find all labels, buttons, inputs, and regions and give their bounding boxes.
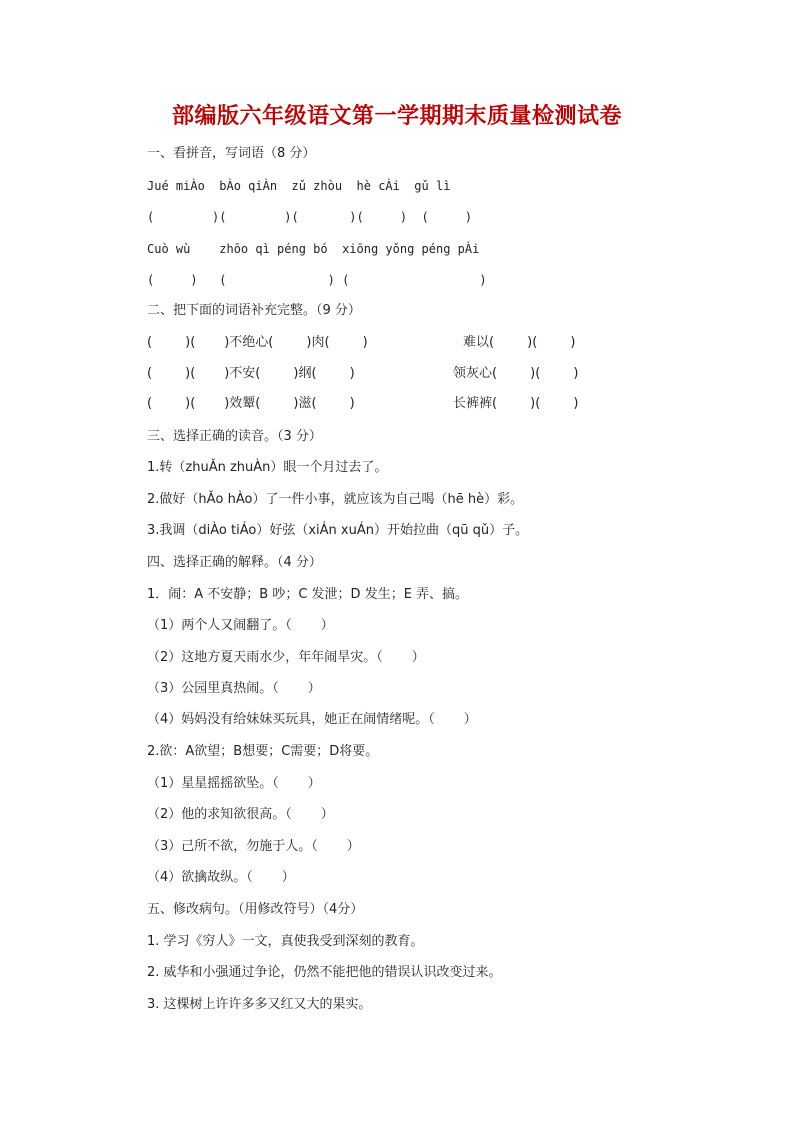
fill-row-3-right: 长裤裤( )( ) <box>453 396 579 411</box>
q2-item-1: （1）星星摇摇欲坠。（ ） <box>147 776 321 791</box>
q1-item-1: （1）两个人又闹翻了。（ ） <box>147 618 334 633</box>
q1-item-4: （4）妈妈没有给妹妹买玩具，她正在闹情绪呢。（ ） <box>147 712 477 727</box>
pinyin-line-2: Cuò wù zhōo qì péng bó xiōng yǒng péng pÀi <box>147 242 480 256</box>
section-4-heading: 四、选择正确的解释。（4 分） <box>147 555 322 570</box>
fill-row-1-left: ( )( )不绝心( )肉( ) <box>147 335 368 350</box>
section-3-heading: 三、选择正确的读音。（3 分） <box>147 429 322 444</box>
q1-item-3: （3）公园里真热闹。（ ） <box>147 681 321 696</box>
section-5-heading: 五、修改病句。（用修改符号）（4分） <box>147 902 364 917</box>
section-1-heading: 一、看拼音，写词语（8 分） <box>147 146 316 161</box>
blank-line-2: ( ) ( ) ( ) <box>147 273 487 287</box>
blank-line-1: ( )( )( )( ) ( ) <box>147 210 473 224</box>
fill-row-1-right: 难以( )( ) <box>463 335 576 350</box>
fill-row-3-left: ( )( )效颦( )滋( ) <box>147 396 355 411</box>
pinyin-line-1: Jué miÀo bÀo qiÀn zǔ zhòu hè cÀi gǔ lì <box>147 179 451 193</box>
q2-item-3: （3）己所不欲，勿施于人。（ ） <box>147 839 360 854</box>
correction-item-3: 3. 这棵树上许许多多又红又大的果实。 <box>147 997 372 1012</box>
exam-title: 部编版六年级语文第一学期期末质量检测试卷 <box>171 103 622 129</box>
reading-item-3: 3.我调（diÀo tiÁo）好弦（xiÁn xuÁn）开始拉曲（qū qǔ）子。 <box>147 523 529 538</box>
q1-item-2: （2）这地方夏天雨水少，年年闹旱灾。（ ） <box>147 650 425 665</box>
q1-stem: 1．闹：A 不安静；B 吵；C 发泄；D 发生；E 弄、搞。 <box>147 587 469 602</box>
fill-row-2-left: ( )( )不安( )纲( ) <box>147 366 355 381</box>
correction-item-1: 1. 学习《穷人》一文，真使我受到深刻的教育。 <box>147 934 424 949</box>
reading-item-1: 1.转（zhuǍn zhuÀn）眼一个月过去了。 <box>147 460 388 475</box>
q2-item-2: （2）他的求知欲很高。（ ） <box>147 807 334 822</box>
correction-item-2: 2. 威华和小强通过争论，仍然不能把他的错误认识改变过来。 <box>147 965 502 980</box>
section-2-heading: 二、把下面的词语补充完整。（9 分） <box>147 303 361 318</box>
q2-stem: 2.欲：A欲望；B想要；C需要；D将要。 <box>147 744 379 759</box>
fill-row-2-right: 领灰心( )( ) <box>453 366 579 381</box>
reading-item-2: 2.做好（hǍo hÀo）了一件小事，就应该为自己喝（hē hè）彩。 <box>147 492 524 507</box>
q2-item-4: （4）欲擒故纵。（ ） <box>147 870 295 885</box>
